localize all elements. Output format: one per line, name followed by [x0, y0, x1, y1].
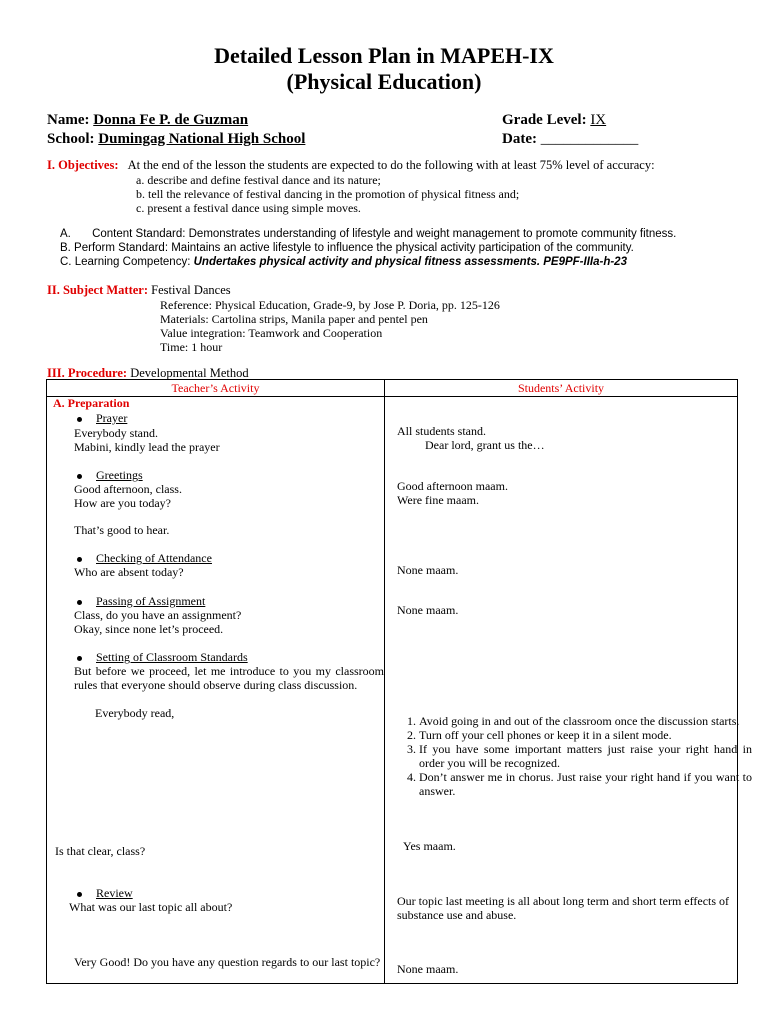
classroom-standards-heading: Setting of Classroom Standards	[96, 650, 248, 664]
rule-item: 1. Avoid going in and out of the classroom once the discussion starts.	[419, 714, 752, 728]
assignment-teacher-2: Okay, since none let’s proceed.	[74, 622, 224, 636]
bullet-assignment	[77, 594, 205, 609]
objective-b: b. tell the relevance of festival dancing in the promotion of physical fitness and;	[136, 187, 520, 201]
assignment-teacher-1: Class, do you have an assignment?	[74, 608, 242, 622]
prayer-heading: Prayer	[96, 411, 128, 425]
school-label: School:	[47, 131, 95, 147]
attendance-teacher-1: Who are absent today?	[74, 565, 184, 579]
rule-item: 2. Turn off your cell phones or keep it in a silent mode.	[419, 728, 752, 742]
greetings-student-2: Were fine maam.	[397, 493, 479, 507]
students-column-header: Students’ Activity	[517, 381, 605, 395]
bullet-icon	[77, 417, 82, 422]
column-divider	[384, 380, 385, 983]
header-divider	[47, 396, 737, 397]
assignment-heading: Passing of Assignment	[96, 594, 206, 608]
school-value: Dumingag National High School	[98, 131, 306, 147]
grade-row	[502, 112, 606, 129]
date-value: _____________	[540, 131, 639, 147]
name-row	[47, 112, 248, 129]
subject-matter-label: II. Subject Matter:	[47, 283, 149, 297]
learning-competency	[60, 256, 627, 268]
review-student-1: Our topic last meeting is all about long term and short term effects of substance use and abuse.	[397, 894, 730, 922]
name-value: Donna Fe P. de Guzman	[93, 112, 249, 128]
prayer-student-1: All students stand.	[397, 424, 486, 438]
standards-teacher-3: Is that clear, class?	[55, 844, 146, 858]
section-preparation: A. Preparation	[53, 396, 130, 410]
materials: Materials: Cartolina strips, Manila paper and pentel pen	[160, 312, 428, 326]
reference: Reference: Physical Education, Grade-9, by Jose P. Doria, pp. 125-126	[160, 298, 500, 312]
grade-value: IX	[590, 112, 607, 128]
standards-teacher-2: Everybody read,	[95, 706, 175, 720]
standards-student-1: Yes maam.	[403, 839, 456, 853]
date-label: Date:	[502, 131, 537, 147]
content-standard	[60, 228, 676, 240]
page-subtitle: (Physical Education)	[286, 69, 482, 94]
attendance-heading: Checking of Attendance	[96, 551, 212, 565]
rule-item: 3. If you have some important matters just raise your right hand in order you will be recognized.	[419, 742, 752, 770]
prayer-student-2: Dear lord, grant us the…	[425, 438, 545, 452]
greetings-teacher-3: That’s good to hear.	[74, 523, 170, 537]
review-teacher-2: Very Good! Do you have any question regards to our last topic?	[74, 955, 381, 969]
review-heading: Review	[96, 886, 133, 900]
attendance-student-1: None maam.	[397, 563, 459, 577]
review-student-2: None maam.	[397, 962, 459, 976]
name-label: Name:	[47, 112, 90, 128]
greetings-student-1: Good afternoon maam.	[397, 479, 508, 493]
time: Time: 1 hour	[160, 340, 223, 354]
bullet-classroom-standards	[77, 650, 248, 665]
bullet-attendance	[77, 551, 212, 566]
bullet-greetings	[77, 468, 143, 483]
grade-label: Grade Level:	[502, 112, 587, 128]
objectives-row	[47, 158, 655, 173]
objective-a: a. describe and define festival dance and its nature;	[136, 173, 381, 187]
content-standard-text: Content Standard: Demonstrates understanding of lifestyle and weight management to promote community fitness.	[92, 228, 677, 240]
content-standard-letter: A.	[60, 228, 71, 240]
learning-competency-label: C. Learning Competency:	[60, 256, 191, 268]
learning-competency-value: Undertakes physical activity and physical fitness assessments. PE9PF-IIIa-h-23	[193, 256, 627, 268]
bullet-icon	[77, 600, 82, 605]
greetings-teacher-2: How are you today?	[74, 496, 171, 510]
objectives-label: I. Objectives:	[47, 158, 119, 172]
objective-c: c. present a festival dance using simple moves.	[136, 201, 361, 215]
value-integration: Value integration: Teamwork and Cooperation	[160, 326, 383, 340]
classroom-rules-list	[397, 714, 752, 798]
date-row	[502, 131, 638, 148]
bullet-icon	[77, 892, 82, 897]
greetings-heading: Greetings	[96, 468, 143, 482]
bullet-icon	[77, 656, 82, 661]
subject-matter-topic: Festival Dances	[151, 283, 231, 297]
objectives-intro: At the end of the lesson the students are expected to do the following with at least 75% level of accuracy:	[127, 158, 655, 172]
assignment-student-1: None maam.	[397, 603, 459, 617]
prayer-teacher-2: Mabini, kindly lead the prayer	[74, 440, 220, 454]
procedure-method: Developmental Method	[130, 366, 249, 380]
bullet-icon	[77, 557, 82, 562]
teacher-column-header: Teacher’s Activity	[171, 381, 260, 395]
greetings-teacher-1: Good afternoon, class.	[74, 482, 182, 496]
subject-matter-row	[47, 283, 231, 298]
rule-item: 4. Don’t answer me in chorus. Just raise your right hand if you want to answer.	[419, 770, 752, 798]
bullet-prayer	[77, 411, 127, 426]
school-row	[47, 131, 305, 148]
page-title: Detailed Lesson Plan in MAPEH-IX	[214, 43, 554, 68]
bullet-icon	[77, 474, 82, 479]
procedure-table	[46, 379, 752, 984]
standards-teacher-1: But before we proceed, let me introduce to you my classroom rules that everyone should observe during class discussion.	[74, 664, 384, 692]
perform-standard: B. Perform Standard: Maintains an active lifestyle to influence the physical activity participation of the community.	[60, 242, 634, 254]
review-teacher-1: What was our last topic all about?	[69, 900, 233, 914]
prayer-teacher-1: Everybody stand.	[74, 426, 158, 440]
bullet-review	[77, 886, 133, 901]
procedure-label: III. Procedure:	[47, 366, 128, 380]
